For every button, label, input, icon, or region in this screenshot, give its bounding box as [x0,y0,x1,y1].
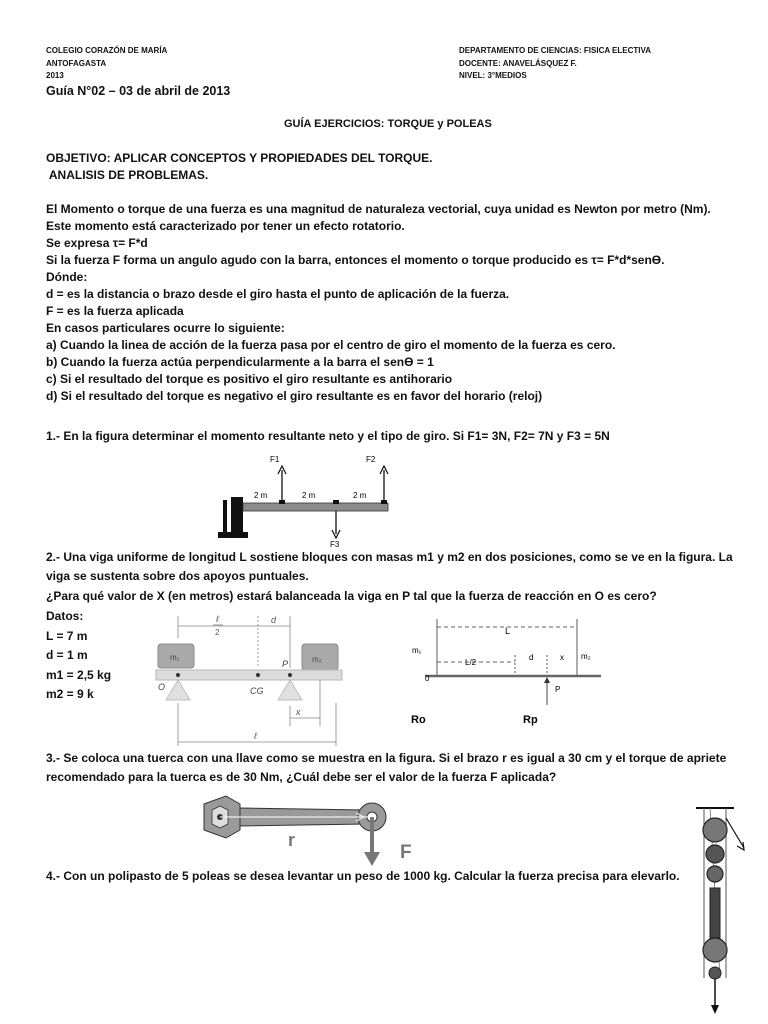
department-name: DEPARTAMENTO DE CIENCIAS: FISICA ELECTIVA [459,46,652,55]
beam-figure-q2a [150,608,348,748]
guide-number: Guía N°02 – 03 de abril de 2013 [46,84,231,98]
pulley-4-icon [703,938,727,962]
length-label: L [505,626,511,636]
d-label: d [271,615,277,625]
data-item: L = 7 m [46,628,88,643]
intro-line: Si la fuerza F forma un angulo agudo con la barra, entonces el momento o torque producido es τ= F*d*senϴ. [46,253,665,267]
beam-figure-q2b [405,615,605,735]
teacher-name: DOCENTE: ANAVELÁSQUEZ F. [459,58,577,68]
question-2-line: ¿Para qué valor de X (en metros) estará balanceada la viga en P tal que la fuerza de reacción en O es cero? [46,588,657,603]
distance-label-3: 2 m [353,491,367,500]
beam [156,670,342,680]
objective-line: OBJETIVO: APLICAR CONCEPTOS Y PROPIEDADES DEL TORQUE. [46,151,433,165]
p-label: P [282,659,289,669]
r-label: r [288,830,296,850]
ro-label: Ro [411,714,426,726]
pulley-frame [710,888,720,938]
f-label: F [400,842,412,863]
force-f2-label: F2 [366,455,376,464]
page-title: GUÍA EJERCICIOS: TORQUE y POLEAS [284,118,492,130]
p-reaction-arrowhead [544,677,550,683]
cg-label: CG [250,686,264,696]
intro-line: El Momento o torque de una fuerza es una magnitud de naturaleza vectorial, cuya unidad es Newton por metro (Nm). [46,202,711,216]
distance-label-1: 2 m [254,491,268,500]
intro-line: Este momento está caracterizado por tener un efecto rotatorio. [46,219,405,233]
school-name: COLEGIO CORAZÓN DE MARÍA [46,46,168,55]
beam-figure-q1 [210,450,410,549]
mass-m1-label: m₁ [170,653,180,662]
half-length-denominator: 2 [215,628,220,637]
tick-mark [279,500,285,504]
wall-support [223,500,227,532]
center-of-gravity-point [256,673,260,677]
length-label: ℓ [254,731,257,741]
rp-label: Rp [523,714,538,726]
intro-text [46,201,711,405]
x-label: x [296,707,301,717]
zero-label: 0 [425,674,430,683]
question-2-line: 2.- Una viga uniforme de longitud L sostiene bloques con masas m1 y m2 en dos posiciones, como se ve en la figura. La [46,550,733,564]
intro-line: d) Si el resultado del torque es negativo el giro resultante es en favor del horario (reloj) [46,389,543,403]
question-1: 1.- En la figura determinar el momento resultante neto y el tipo de giro. Si F1= 3N, F2= 7N y F3 = 5N [46,429,610,443]
o-label: O [158,682,166,692]
tick-mark [333,500,339,504]
department-header [459,45,651,83]
pulley-3-icon [707,866,723,882]
load-arrowhead [711,1005,719,1014]
pivot-o-point [176,673,180,677]
objective [46,150,433,184]
beam [243,503,388,511]
intro-line: F = es la fuerza aplicada [46,304,184,318]
m2-label: m₂ [581,652,591,661]
d-label: d [529,653,534,662]
data-item: m1 = 2,5 kg [46,667,112,682]
school-year: 2013 [46,71,64,80]
distance-label-2: 2 m [302,491,316,500]
pivot-support [231,497,243,535]
data-heading: Datos: [46,609,84,623]
pull-rope [726,818,744,848]
data-item: m2 = 9 k [46,687,94,702]
intro-line: En casos particulares ocurre lo siguiente: [46,321,285,335]
p-label: P [555,685,561,694]
half-length-label: ℓ [216,614,219,624]
question-3 [46,749,726,787]
pulley-1-icon [703,818,727,842]
intro-line: b) Cuando la fuerza actúa perpendicularmente a la barra el senϴ = 1 [46,355,434,369]
force-f-arrowhead [364,852,380,866]
intro-line: c) Si el resultado del torque es positivo el giro resultante es antihorario [46,372,453,386]
force-f1-label: F1 [270,455,280,464]
support-o [166,680,190,700]
intro-line: d = es la distancia o brazo desde el giro hasta el punto de aplicación de la fuerza. [46,287,510,301]
x-label: x [560,653,564,662]
mass-m2-label: m₂ [312,655,322,664]
intro-line: Se expresa τ= F*d [46,236,148,250]
pivot-p-point [288,673,292,677]
tick-mark [381,500,387,504]
pulley-2-icon [706,845,724,863]
question-3-line: recomendado para la tuerca es de 30 Nm, ¿Cuál debe ser el valor de la fuerza F aplicada? [46,770,557,784]
grade-level: NIVEL: 3°MEDIOS [459,71,527,80]
intro-line: Dónde: [46,270,88,284]
school-header [46,45,167,83]
half-length-label: L/2 [465,658,477,667]
data-item: d = 1 m [46,648,88,663]
m1-label: m₁ [412,646,422,655]
data-list [46,607,111,705]
pulley-system-figure [690,808,750,1018]
pulley-5-icon [709,967,721,979]
question-2-line: viga se sustenta sobre dos apoyos puntuales. [46,569,309,584]
force-f3-label: F3 [330,540,340,549]
question-2 [46,548,733,606]
question-3-line: 3.- Se coloca una tuerca con una llave como se muestra en la figura. Si el brazo r es igual a 30 cm y el torque de apriete [46,751,727,765]
school-city: ANTOFAGASTA [46,58,107,68]
intro-line: a) Cuando la linea de acción de la fuerza pasa por el centro de giro el momento de la fuerza es cero. [46,338,616,352]
question-4: 4.- Con un polipasto de 5 poleas se desea levantar un peso de 1000 kg. Calcular la fuerza precisa para elevarlo. [46,869,680,883]
objective-line: ANALISIS DE PROBLEMAS. [46,168,209,182]
wrench-figure [196,790,426,870]
support-p [278,680,302,700]
